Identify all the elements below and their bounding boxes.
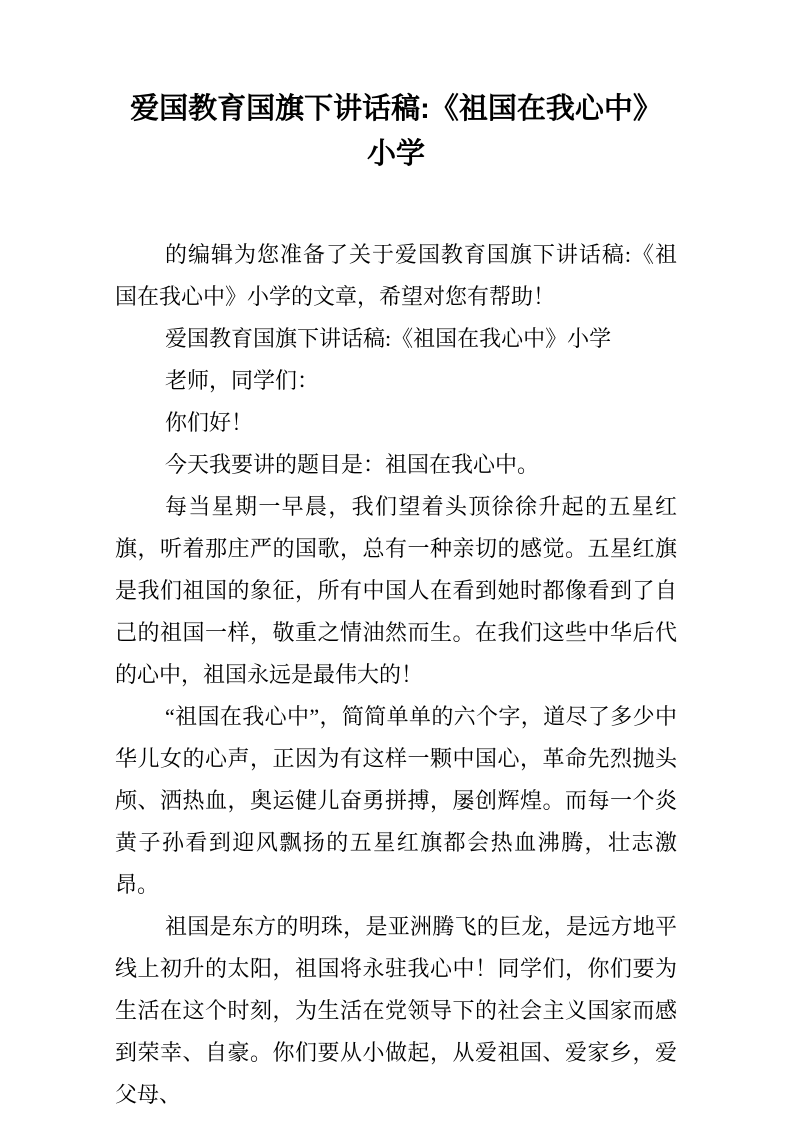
document-body: [115, 234, 677, 1116]
paragraph-speech-title: 爱国教育国旗下讲话稿:《祖国在我心中》小学: [165, 326, 612, 351]
document-title-line2: 小学: [366, 138, 425, 170]
paragraph-greeting: 你们好！: [165, 410, 254, 435]
paragraph-topic: 今天我要讲的题目是：祖国在我心中。: [165, 452, 540, 477]
paragraph-salutation: 老师，同学们：: [165, 368, 320, 393]
paragraph-editor-intro: 的编辑为您准备了关于爱国教育国旗下讲话稿:《祖国在我心中》小学的文章，希望对您有帮助！: [115, 242, 677, 309]
paragraph-flag-raising: 每当星期一早晨，我们望着头顶徐徐升起的五星红旗，听着那庄严的国歌，总有一种亲切的感觉。五星红旗是我们祖国的象征，所有中国人在看到她时都像看到了自己的祖国一样，敬重之情油然而生。在我们这些中华后代的心中，祖国永远是最伟大的！: [115, 494, 677, 687]
paragraph-motherland-pearl: 祖国是东方的明珠，是亚洲腾飞的巨龙，是远方地平线上初升的太阳，祖国将永驻我心中！同学们，你们要为生活在这个时刻，为生活在党领导下的社会主义国家而感到荣幸、自豪。你们要从小做起，从爱祖国、爱家乡，爱父母、: [115, 914, 677, 1107]
document-title-line1: 爱国教育国旗下讲话稿:《祖国在我心中》: [130, 93, 662, 125]
document-title: [115, 87, 677, 177]
paragraph-chinese-heart: “祖国在我心中”，简简单单的六个字，道尽了多少中华儿女的心声，正因为有这样一颗中国心，革命先烈抛头颅、洒热血，奥运健儿奋勇拼搏，屡创辉煌。而每一个炎黄子孙看到迎风飘扬的五星红旗都会热血沸腾，壮志激昂。: [115, 704, 677, 897]
